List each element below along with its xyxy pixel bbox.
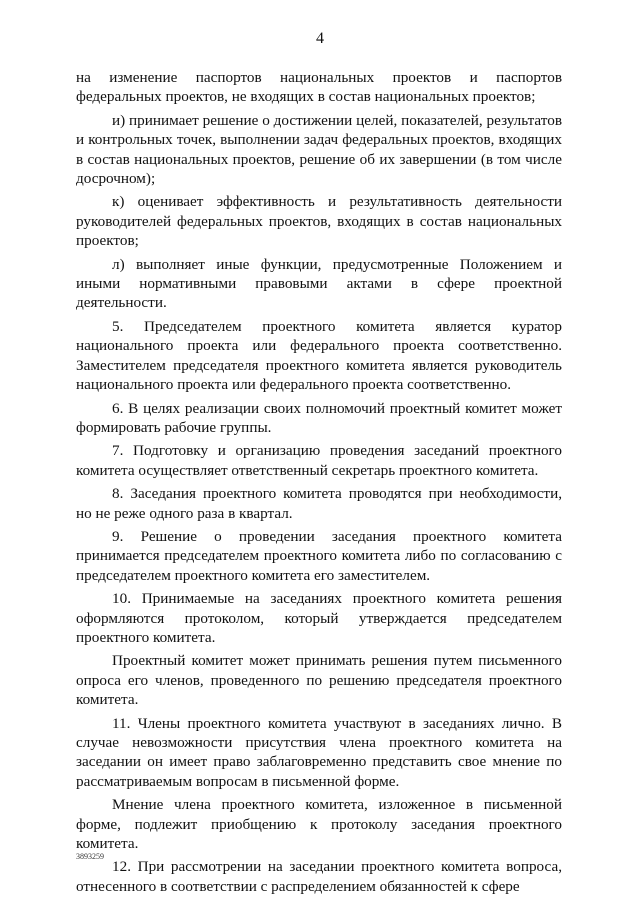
paragraph-item-k: к) оценивает эффективность и результативность деятельности руководителей федеральных проектов, входящих в состав национальных проектов;: [76, 193, 562, 250]
paragraph-item-l: л) выполняет иные функции, предусмотренные Положением и иными нормативными правовыми актами в сфере проектной деятельности.: [76, 255, 562, 312]
page-number: 4: [316, 30, 324, 47]
paragraph-10: 10. Принимаемые на заседаниях проектного комитета решения оформляются протоколом, который утверждается председателем проектного комитета.: [76, 590, 562, 646]
paragraph-12: 12. При рассмотрении на заседании проектного комитета вопроса, отнесенного в соответствии с распределением обязанностей к сфере: [76, 858, 562, 895]
paragraph-11: 11. Члены проектного комитета участвуют в заседаниях лично. В случае невозможности присутствия члена проектного комитета на заседании он имеет право заблаговременно представить свое мнение по рассматриваемым вопросам в письменной форме.: [76, 714, 562, 790]
paragraph-continuation: на изменение паспортов национальных проектов и паспортов федеральных проектов, не входящих в состав национальных проектов;: [76, 69, 562, 106]
paragraph-5: 5. Председателем проектного комитета является куратор национального проекта или федерального проекта соответственно. Заместителем председателя проектного комитета является руководитель национального проекта или федерального проекта соответственно.: [76, 317, 562, 394]
document-body: [76, 68, 562, 900]
paragraph-8: 8. Заседания проектного комитета проводятся при необходимости, но не реже одного раза в квартал.: [76, 485, 562, 522]
document-code: 3893259: [76, 852, 104, 861]
paragraph-10-extra: Проектный комитет может принимать решения путем письменного опроса его членов, проведенного по решению председателя проектного комитета.: [76, 652, 562, 709]
paragraph-6: 6. В целях реализации своих полномочий проектный комитет может формировать рабочие группы.: [76, 399, 562, 436]
paragraph-7: 7. Подготовку и организацию проведения заседаний проектного комитета осуществляет ответственный секретарь проектного комитета.: [76, 442, 562, 479]
paragraph-11-extra: Мнение члена проектного комитета, изложенное в письменной форме, подлежит приобщению к протоколу заседания проектного комитета.: [76, 796, 562, 853]
paragraph-9: 9. Решение о проведении заседания проектного комитета принимается председателем проектного комитета либо по согласованию с председателем проектного комитета его заместителем.: [76, 527, 562, 584]
paragraph-item-i: и) принимает решение о достижении целей, показателей, результатов и контрольных точек, выполнении задач федеральных проектов, входящих в состав национальных проектов, решение об их завершении (в том числе досрочном);: [76, 111, 562, 188]
